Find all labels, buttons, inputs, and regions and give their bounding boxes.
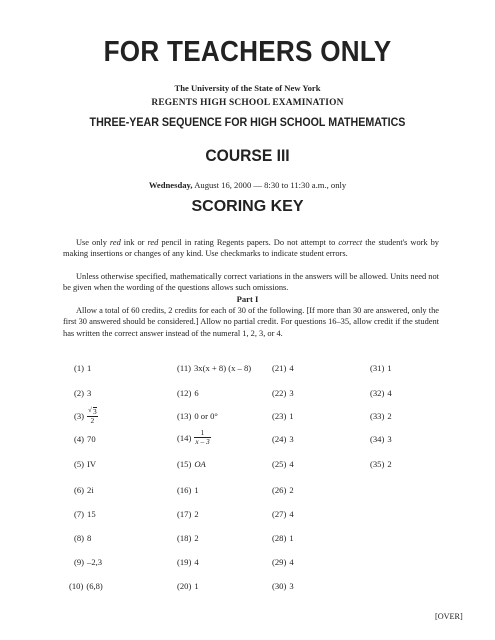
answer-31 (370, 363, 392, 373)
answer-value: –2,3 (87, 557, 103, 567)
text-run: ink or (120, 238, 148, 247)
answer-value: 2 (387, 411, 392, 421)
answer-value: 1 (387, 363, 392, 373)
answer-value: 1 (289, 411, 294, 421)
answer-value: 4 (289, 363, 294, 373)
question-number: (19) (177, 557, 192, 567)
answer-value: 4 (289, 509, 294, 519)
question-number: (2) (74, 388, 85, 398)
answer-value: 4 (387, 388, 392, 398)
answer-value: 3 (87, 388, 92, 398)
question-number: (4) (74, 434, 85, 444)
answer-7 (74, 509, 96, 519)
answer-33 (370, 411, 392, 421)
question-number: (8) (74, 533, 85, 543)
question-number: (32) (370, 388, 385, 398)
question-number: (26) (272, 485, 287, 495)
question-number: (18) (177, 533, 192, 543)
question-number: (10) (69, 581, 84, 591)
answer-28 (272, 533, 294, 543)
answer-30 (272, 581, 294, 591)
answer-value: 2 (289, 485, 294, 495)
answer-11 (177, 363, 251, 373)
text-run: the student's work by making insertions or changes of any kind. Use checkmarks to indicate student errors. (63, 238, 439, 259)
answer-value: 8 (87, 533, 92, 543)
page-title: FOR TEACHERS ONLY (103, 36, 392, 68)
question-number: (31) (370, 363, 385, 373)
question-number: (20) (177, 581, 192, 591)
answer-27 (272, 509, 294, 519)
answer-value: 6 (194, 388, 199, 398)
answer-25 (272, 459, 294, 469)
question-number: (14) (177, 432, 192, 443)
exam-day: Wednesday, (148, 180, 193, 190)
answer-value: 2 (387, 459, 392, 469)
answer-value (194, 429, 210, 446)
exam-name: REGENTS HIGH SCHOOL EXAMINATION (151, 98, 344, 108)
answer-12 (177, 388, 199, 398)
answer-21 (272, 363, 294, 373)
answer-26 (272, 485, 294, 495)
answer-16 (177, 485, 199, 495)
answer-24 (272, 434, 294, 444)
question-number: (9) (74, 557, 85, 567)
course-title: COURSE III (205, 146, 290, 165)
sqrt-argument: 3 (93, 407, 97, 416)
answer-23 (272, 411, 294, 421)
answer-18 (177, 533, 199, 543)
part-heading: Part I (236, 294, 259, 304)
question-number: (23) (272, 411, 287, 421)
answer-10 (69, 581, 103, 591)
answer-19 (177, 557, 199, 567)
answer-35 (370, 459, 392, 469)
text-run: Use only (76, 238, 110, 247)
question-number: (6) (74, 485, 85, 495)
answer-15 (177, 459, 206, 469)
answer-value: 3x(x + 8) (x – 8) (194, 363, 252, 373)
question-number: (25) (272, 459, 287, 469)
question-number: (5) (74, 459, 85, 469)
answer-8 (74, 533, 91, 543)
question-number: (13) (177, 411, 192, 421)
answer-value: 2 (194, 509, 199, 519)
answer-1 (74, 363, 91, 373)
answer-29 (272, 557, 294, 567)
answer-value: 0 or 0° (194, 411, 218, 421)
answer-value-text: OA (194, 459, 206, 469)
exam-date (0, 180, 495, 190)
answer-34 (370, 434, 392, 444)
instruction-paragraph-variations: Unless otherwise specified, mathematically correct variations in the answers will be allowed. Units need not be given when the wording of the questions allows such omissions. (63, 272, 439, 293)
answer-5 (74, 459, 96, 469)
question-number: (33) (370, 411, 385, 421)
question-number: (1) (74, 363, 85, 373)
answer-value: 1 (194, 581, 199, 591)
instruction-paragraph-ink (63, 237, 439, 260)
answer-value: 4 (289, 557, 294, 567)
answer-value: 4 (289, 459, 294, 469)
answer-value: IV (87, 459, 97, 469)
emphasis-correct: correct (338, 238, 363, 247)
answer-14 (177, 429, 211, 446)
answer-value: (6,8) (86, 581, 103, 591)
answer-22 (272, 388, 294, 398)
answer-value: 3 (387, 434, 392, 444)
answer-value: 3 (289, 388, 294, 398)
question-number: (30) (272, 581, 287, 591)
answer-value (194, 459, 205, 469)
question-number: (3) (74, 411, 85, 421)
answer-value: 2 (194, 533, 199, 543)
question-number: (22) (272, 388, 287, 398)
answer-value: 2i (87, 485, 94, 495)
question-number: (21) (272, 363, 287, 373)
question-number: (35) (370, 459, 385, 469)
fraction-denominator: x – 3 (195, 437, 210, 446)
answer-17 (177, 509, 199, 519)
question-number: (24) (272, 434, 287, 444)
instruction-paragraph-credits: Allow a total of 60 credits, 2 credits for each of 30 of the following. [If more than 30 are answered, only the first 30 answered should be considered.] Allow no partial credit. For questions 16–35, allow credit if the student has written the correct answer instead of the numeral 1, 2, 3, or 4. (63, 306, 439, 338)
fraction-numerator: 1 (200, 428, 205, 437)
question-number: (12) (177, 388, 192, 398)
answer-9 (74, 557, 102, 567)
question-number: (34) (370, 434, 385, 444)
answer-2 (74, 388, 91, 398)
university-name: The University of the State of New York (174, 83, 321, 93)
answer-value: 15 (87, 509, 96, 519)
answer-32 (370, 388, 392, 398)
answer-value: 4 (194, 557, 199, 567)
question-number: (27) (272, 509, 287, 519)
answer-value: √ 3 2 (88, 406, 97, 425)
over-marker: [OVER] (435, 612, 463, 621)
answer-value: 1 (289, 533, 294, 543)
answer-value: 3 (289, 434, 294, 444)
answer-3 (74, 407, 98, 425)
question-number: (17) (177, 509, 192, 519)
exam-date-time: August 16, 2000 — 8:30 to 11:30 a.m., only (192, 180, 347, 190)
answer-6 (74, 485, 94, 495)
sequence-name: THREE-YEAR SEQUENCE FOR HIGH SCHOOL MATHEMATICS (89, 116, 406, 129)
question-number: (16) (177, 485, 192, 495)
answer-value: 3 (289, 581, 294, 591)
answer-13 (177, 411, 218, 421)
answer-4 (74, 434, 96, 444)
question-number: (11) (177, 363, 191, 373)
emphasis-red: red (109, 238, 121, 247)
answer-value: 70 (87, 434, 96, 444)
answer-value: 1 (194, 485, 199, 495)
question-number: (15) (177, 459, 192, 469)
question-number: (7) (74, 509, 85, 519)
scoring-key-title: SCORING KEY (191, 198, 304, 215)
fraction-denominator: 2 (87, 416, 98, 425)
emphasis-red: red (147, 238, 159, 247)
answer-value: 1 (87, 363, 92, 373)
text-run: pencil in rating Regents papers. Do not attempt to (158, 238, 339, 247)
question-number: (28) (272, 533, 287, 543)
answer-20 (177, 581, 199, 591)
question-number: (29) (272, 557, 287, 567)
